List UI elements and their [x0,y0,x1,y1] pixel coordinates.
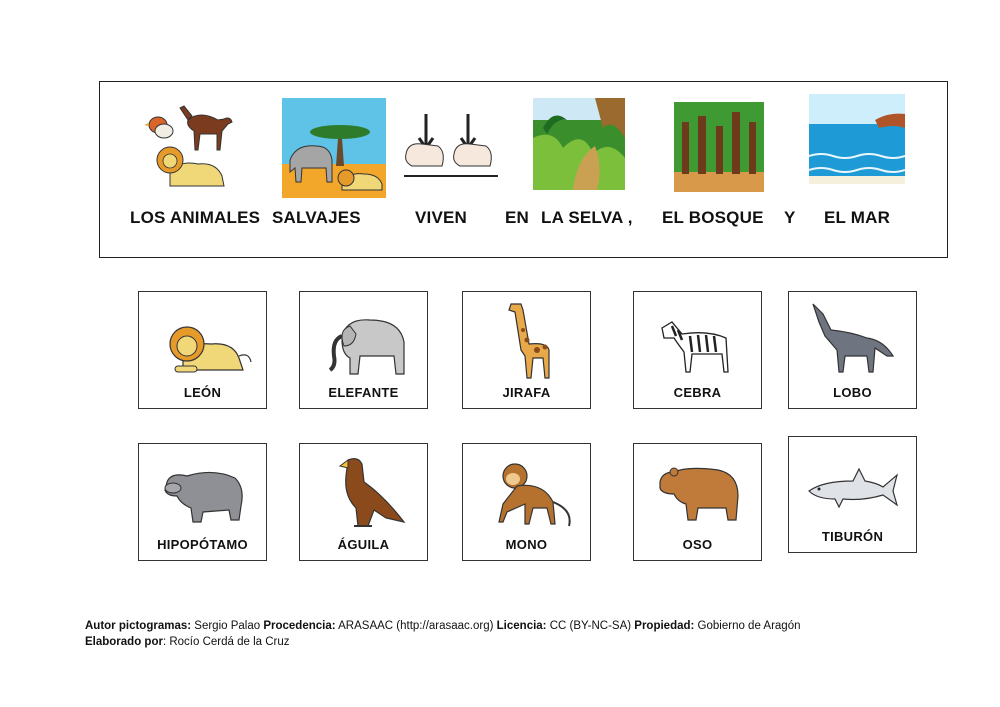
wild-animals-icon [282,98,386,198]
giraffe-icon [477,300,577,380]
forest-icon [674,102,764,192]
animals-icon [140,98,240,190]
card-label: JIRAFA [502,385,551,400]
credits-line-2: Elaborado por: Rocío Cerdá de la Cruz [85,636,290,648]
card-label: LEÓN [183,385,222,400]
made-by-value: Rocío Cerdá de la Cruz [169,636,290,648]
bear-icon [648,452,748,532]
card-mono[interactable] [462,443,591,561]
live-in-hands-icon [402,108,502,182]
author-label: Autor pictogramas: [85,620,192,632]
card-lobo[interactable] [788,291,917,409]
author-value: Sergio Palao [194,620,261,632]
monkey-icon [477,452,577,532]
jungle-icon [533,98,625,190]
shark-icon [803,445,903,525]
card-oso[interactable] [633,443,762,561]
word-viven: VIVEN [415,208,468,227]
word-el-mar: EL MAR [824,208,891,227]
license-label: Licencia: [496,620,547,632]
word-salvajes: SALVAJES [272,208,361,227]
card-elefante[interactable] [299,291,428,409]
card-cebra[interactable] [633,291,762,409]
credits-line-1 [85,620,801,632]
word-y: Y [784,208,796,227]
card-label: LOBO [833,385,872,400]
lion-icon [153,300,253,380]
card-label: HIPOPÓTAMO [157,537,248,552]
card-aguila[interactable] [299,443,428,561]
elephant-icon [314,300,414,380]
card-label: TIBURÓN [821,529,884,544]
word-la-selva: LA SELVA , [541,208,633,227]
card-label: CEBRA [673,385,722,400]
sea-icon [809,94,905,184]
hippo-icon [153,452,253,532]
card-jirafa[interactable] [462,291,591,409]
source-label: Procedencia: [263,620,336,632]
card-hipopotamo[interactable] [138,443,267,561]
eagle-icon [314,452,414,532]
word-en: EN [505,208,530,227]
license-value: CC (BY-NC-SA) [549,620,632,632]
card-tiburon[interactable] [788,436,917,553]
word-los-animales: LOS ANIMALES [130,208,261,227]
wolf-icon [803,300,903,380]
zebra-icon [648,300,748,380]
card-label: OSO [682,537,713,552]
source-value: ARASAAC (http://arasaac.org) [338,620,494,632]
word-el-bosque: EL BOSQUE [662,208,764,227]
card-label: ELEFANTE [328,385,399,400]
card-label: MONO [505,537,548,552]
made-by-label: Elaborado por [85,636,163,648]
card-label: ÁGUILA [337,537,390,552]
card-leon[interactable] [138,291,267,409]
owner-value: Gobierno de Aragón [697,620,801,632]
owner-label: Propiedad: [634,620,695,632]
